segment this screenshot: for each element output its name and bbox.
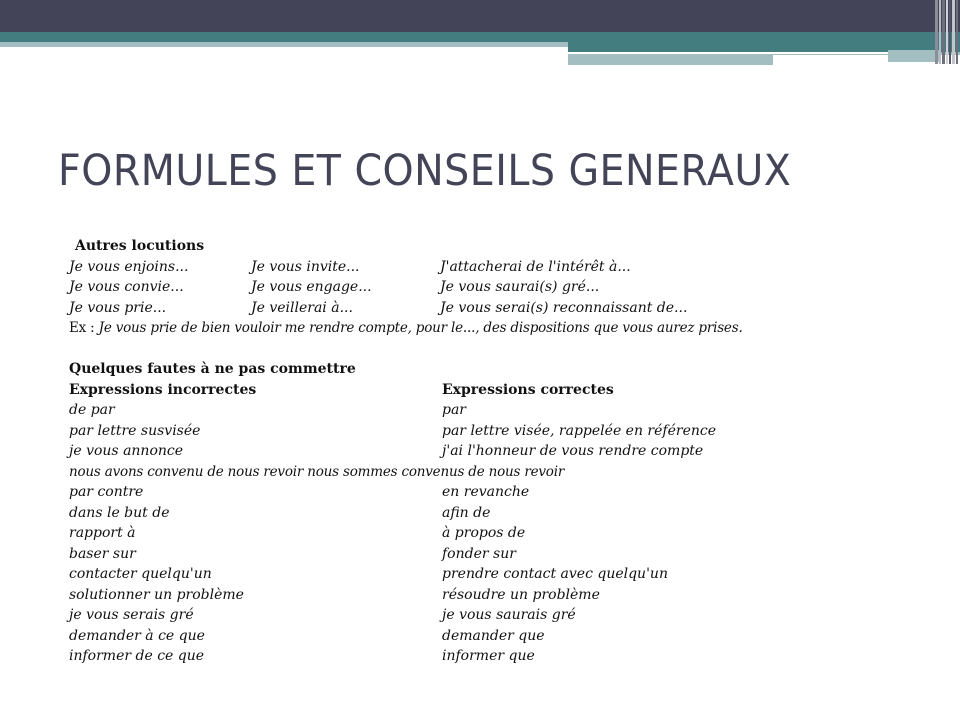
correct-expression: résoudre un problème <box>442 586 600 603</box>
correct-expression: à propos de <box>442 525 526 541</box>
locution: Je vous enjoins... <box>69 258 189 275</box>
header-band-dark <box>0 0 960 32</box>
incorrect-expression: je vous annonce <box>69 443 184 459</box>
correct-expression: fonder sur <box>442 545 516 562</box>
faute-row <box>69 605 743 626</box>
faute-row <box>69 421 743 442</box>
locution: Je vous prie... <box>69 299 167 316</box>
faute-row <box>69 523 743 544</box>
incorrect-expression: nous avons convenu de nous revoir nous sommes convenus de nous revoir <box>69 463 565 480</box>
incorrect-expression: rapport à <box>69 525 136 541</box>
incorrect-expression: par contre <box>69 484 144 500</box>
faute-row <box>69 626 743 647</box>
fautes-heading: Quelques fautes à ne pas commettre <box>69 361 356 377</box>
faute-row <box>69 646 743 667</box>
locution: Je veillerai à... <box>251 299 353 316</box>
locutions-row <box>69 298 743 319</box>
locutions-heading: Autres locutions <box>75 238 205 254</box>
example-text: Je vous prie de bien vouloir me rendre compte, pour le..., des dispositions que vous aurez prises. <box>98 320 743 336</box>
header-band-white-line <box>568 52 888 54</box>
locution: Je vous invite... <box>251 258 360 275</box>
incorrect-expression: demander à ce que <box>69 627 205 644</box>
correct-expression: afin de <box>442 504 491 521</box>
incorrect-expression: informer de ce que <box>69 648 205 664</box>
example-prefix: Ex : <box>69 320 99 336</box>
incorrect-expression: baser sur <box>69 545 136 562</box>
incorrect-expression: dans le but de <box>69 504 170 521</box>
column-header-correct: Expressions correctes <box>442 381 614 398</box>
slide-content <box>69 236 743 667</box>
locutions-row <box>69 257 743 278</box>
header-band-teal <box>0 32 960 42</box>
faute-row <box>69 585 743 606</box>
correct-expression: je vous saurais gré <box>442 607 576 623</box>
faute-row <box>69 544 743 565</box>
example-line <box>69 318 743 339</box>
faute-row <box>69 441 743 462</box>
slide-title: FORMULES ET CONSEILS GENERAUX <box>58 146 792 196</box>
locution: J'attacherai de l'intérêt à... <box>440 258 631 275</box>
correct-expression: j'ai l'honneur de vous rendre compte <box>442 443 704 459</box>
correct-expression: en revanche <box>442 484 530 500</box>
correct-expression: demander que <box>442 627 545 644</box>
correct-expression: informer que <box>442 648 535 664</box>
incorrect-expression: solutionner un problème <box>69 586 244 603</box>
column-header-incorrect: Expressions incorrectes <box>69 381 257 398</box>
locution: Je vous saurai(s) gré... <box>440 279 600 295</box>
correct-expression: prendre contact avec quelqu'un <box>442 566 668 582</box>
header-band-light-left <box>0 42 568 47</box>
correct-expression: par <box>442 402 467 418</box>
locution: Je vous convie... <box>69 279 184 295</box>
faute-row <box>69 564 743 585</box>
header-band-light-lower <box>568 55 773 65</box>
incorrect-expression: de par <box>69 402 115 418</box>
incorrect-expression: contacter quelqu'un <box>69 566 212 582</box>
incorrect-expression: par lettre susvisée <box>69 422 201 439</box>
correct-expression: par lettre visée, rappelée en référence <box>442 422 716 439</box>
locutions-row <box>69 277 743 298</box>
fautes-column-headers <box>69 380 743 401</box>
faute-row <box>69 400 743 421</box>
locution: Je vous serai(s) reconnaissant de... <box>440 299 688 316</box>
header-stripes <box>935 0 960 64</box>
faute-row <box>69 503 743 524</box>
locution: Je vous engage... <box>251 279 372 295</box>
faute-row <box>69 482 743 503</box>
faute-row <box>69 462 743 483</box>
incorrect-expression: je vous serais gré <box>69 607 194 623</box>
spacer <box>69 339 743 360</box>
header-band-light-corner <box>888 50 940 62</box>
